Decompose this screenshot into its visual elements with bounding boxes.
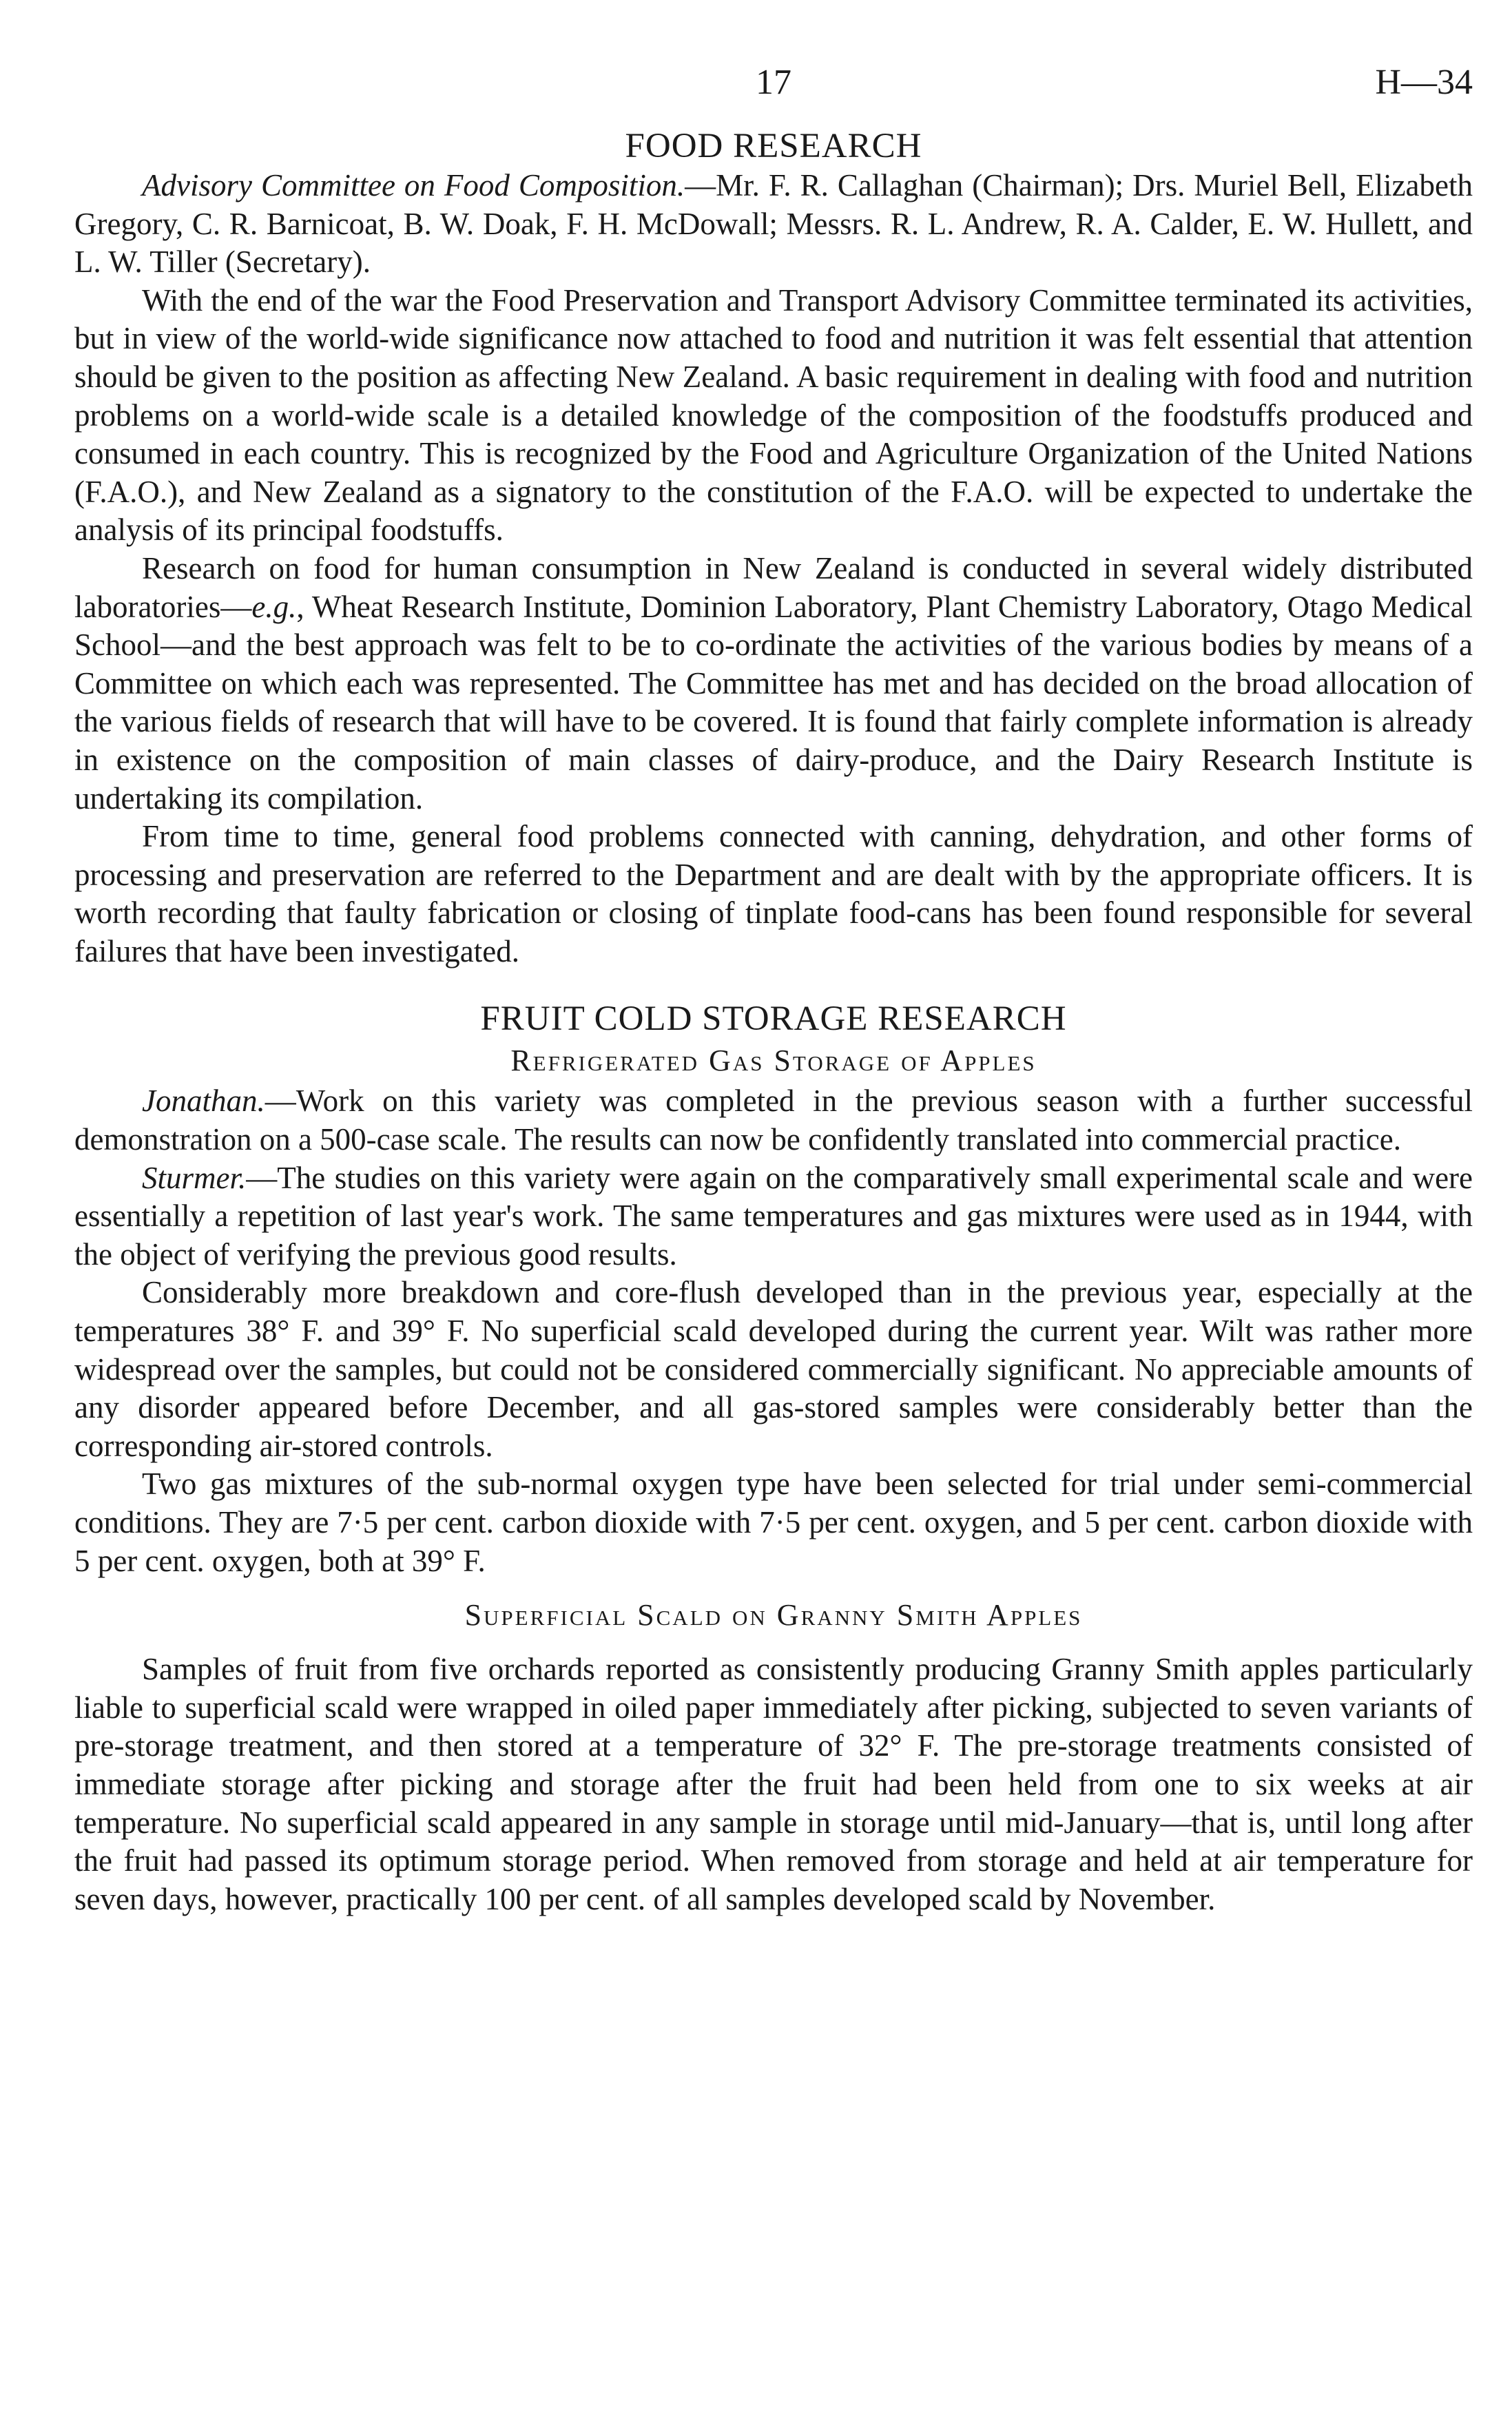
committee-label: Advisory Committee on Food Composition. xyxy=(142,168,685,203)
document-reference: H—34 xyxy=(1375,63,1473,102)
jonathan-label: Jonathan. xyxy=(142,1084,265,1119)
sturmer-paragraph xyxy=(74,1159,1473,1274)
scald-text-2: The pre-storage treatments consisted of immediate storage after picking and storage after the fruit had been held from one to six weeks at air temperature. No superficial scald appeared in any sample in storage until mid-January—that is, until long after the fruit had passed its optimum storage period. When removed from storage and held at air temperature for seven days, however, practically 100 per cent. of all samples developed scald by November. xyxy=(74,1728,1473,1916)
sturmer-label: Sturmer. xyxy=(142,1160,247,1195)
fruit-cold-storage-heading: FRUIT COLD STORAGE RESEARCH xyxy=(480,999,1067,1039)
para-2-end: , Wheat Research Institute, Dominion Laboratory, Plant Chemistry Laboratory, Otago Medical School—and the best approach was felt to be to co-ordinate the activities of the various bodies by means of a Committee on which each was represented. The Committee has met and has decided on the broad allocation of the various fields of research that will have to be covered. It is found that fairly complete information is already in existence on the composition of main classes of dairy-produce, and the Dairy Research Institute is undertaking its compilation. xyxy=(74,589,1473,816)
committee-members: —Mr. F. R. Callaghan (Chairman); Drs. Muriel Bell, Elizabeth Gregory, C. R. Barnicoat, B. W. Doak, F. H. McDowall; Messrs. R. L. Andrew, R. A. Calder, E. W. Hullett, and L. W. Tiller (Secretary). xyxy=(74,168,1473,280)
fahrenheit-unit: F. xyxy=(301,1314,324,1349)
document-page xyxy=(74,62,1473,1918)
food-research-paragraph-3: From time to time, general food problems connected with canning, dehydration, and other forms of processing and preservation are referred to the Department and are dealt with by the appropriate officers. It is worth recording that faulty fabrication or closing of tinplate food-cans has been found responsible for several failures that have been investigated. xyxy=(74,819,1473,968)
fahrenheit-unit: F. xyxy=(463,1543,486,1578)
breakdown-text-2: and 39° xyxy=(335,1314,435,1349)
breakdown-paragraph xyxy=(74,1274,1473,1465)
breakdown-text-3: No superficial scald developed during the current year. Wilt was rather more widespread over the samples, but could not be considered commercially significant. No appreciable amounts of any disorder appeared before December, and all gas-stored samples were considerably better than the corresponding air-stored controls. xyxy=(74,1314,1473,1463)
food-research-heading: FOOD RESEARCH xyxy=(625,127,922,165)
food-research-paragraph-1: With the end of the war the Food Preservation and Transport Advisory Committee terminated its activities, but in view of the world-wide significance now attached to food and nutrition it was felt essential that attention should be given to the position as affecting New Zealand. A basic requirement in dealing with food and nutrition problems on a world-wide scale is a detailed knowledge of the composition of the foodstuffs produced and consumed in each country. This is recognized by the Food and Agriculture Organization of the United Nations (F.A.O.), and New Zealand as a signatory to the constitution of the F.A.O. will be expected to undertake the analysis of its principal foodstuffs. xyxy=(74,282,1473,548)
mixtures-text: Two gas mixtures of the sub-normal oxygen type have been selected for trial under semi-commercial conditions. They are 7·5 per cent. carbon dioxide with 7·5 per cent. oxygen, and 5 per cent. carbon dioxide with 5 per cent. oxygen, both at 39° xyxy=(74,1467,1473,1578)
breakdown-text-1: Considerably more breakdown and core-flush developed than in the previous year, especially at the temperatures 38° xyxy=(74,1275,1473,1349)
page-number: 17 xyxy=(756,63,791,102)
food-research-paragraph-2 xyxy=(74,550,1473,818)
eg-abbreviation: e.g. xyxy=(251,589,297,624)
jonathan-text: —Work on this variety was completed in the previous season with a further successful demonstration on a 500-case scale. The results can now be confidently translated into commercial practice. xyxy=(74,1084,1473,1157)
gas-mixtures-paragraph xyxy=(74,1465,1473,1580)
scald-paragraph xyxy=(74,1650,1473,1918)
running-header xyxy=(74,62,1473,125)
para-2-start: Research on food for human consumption in New Zealand is conducted in several widely distributed laboratories— xyxy=(74,550,1473,624)
sturmer-text: —The studies on this variety were again on the comparatively small experimental scale and were essentially a repetition of last year's work. The same temperatures and gas mixtures were used as in 1944, with the object of verifying the previous good results. xyxy=(74,1160,1473,1272)
gas-storage-subheading: Refrigerated Gas Storage of Apples xyxy=(510,1044,1037,1078)
scald-text-1: Samples of fruit from five orchards reported as consistently producing Granny Smith apples particularly liable to superficial scald were wrapped in oiled paper immediately after picking, subjected to seven variants of pre-storage treatment, and then stored at a temperature of 32° xyxy=(74,1652,1473,1763)
committee-paragraph xyxy=(74,167,1473,282)
superficial-scald-subheading: Superficial Scald on Granny Smith Apples xyxy=(464,1598,1083,1633)
fahrenheit-unit: F. xyxy=(917,1728,940,1763)
jonathan-paragraph xyxy=(74,1082,1473,1159)
fahrenheit-unit: F. xyxy=(446,1314,470,1349)
